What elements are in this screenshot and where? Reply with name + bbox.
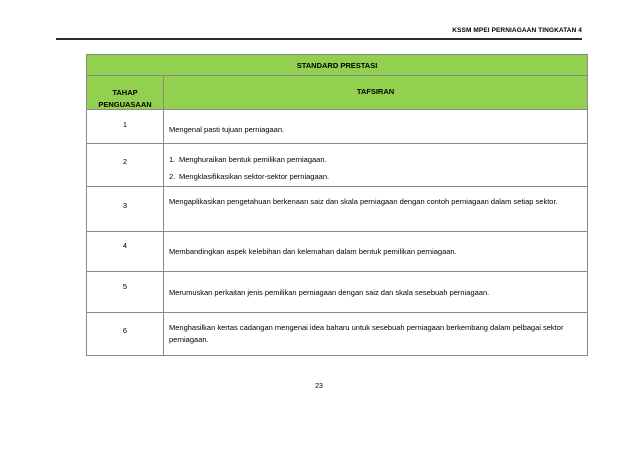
list-item: 1. Menghuraikan bentuk pemilikan perniagaan.	[169, 155, 327, 164]
desc-cell: Mengenal pasti tujuan perniagaan.	[169, 125, 285, 134]
table-header-row	[87, 76, 587, 110]
table-row	[87, 313, 587, 355]
col-header-level-line2: PENGUASAAN	[98, 100, 152, 109]
table-row	[87, 272, 587, 313]
page-number: 23	[315, 383, 323, 390]
level-cell: 6	[87, 313, 164, 355]
table-title: STANDARD PRESTASI	[87, 55, 587, 76]
col-header-desc: TAFSIRAN	[356, 87, 395, 96]
table-row	[87, 232, 587, 272]
level-cell: 2	[87, 144, 164, 186]
level-cell: 4	[87, 232, 164, 271]
standard-prestasi-table	[86, 54, 588, 356]
desc-list	[169, 154, 581, 183]
level-cell: 1	[87, 110, 164, 143]
desc-cell: Membandingkan aspek kelebihan dan kelemahan dalam bentuk pemilikan perniagaan.	[169, 247, 457, 256]
table-row	[87, 187, 587, 232]
col-header-level	[87, 76, 164, 109]
header-rule	[56, 38, 582, 40]
desc-cell: Merumuskan perkaitan jenis pemilikan perniagaan dengan saiz dan skala sesebuah perniagaan.	[169, 288, 490, 297]
list-item: 2. Mengklasifikasikan sektor-sektor perniagaan.	[169, 172, 330, 181]
level-cell: 5	[87, 272, 164, 312]
table-row	[87, 144, 587, 187]
desc-cell: Mengaplikasikan pengetahuan berkenaan saiz dan skala perniagaan dengan contoh perniagaan dalam setiap sektor.	[169, 197, 558, 206]
col-header-level-line1: TAHAP	[112, 88, 138, 97]
desc-cell	[164, 144, 587, 186]
table-row	[87, 110, 587, 144]
level-cell: 3	[87, 187, 164, 231]
desc-cell: Menghasilkan kertas cadangan mengenai idea baharu untuk sesebuah perniagaan berkembang dalam pelbagai sektor perniagaan.	[169, 323, 564, 344]
running-header: KSSM MPEI PERNIAGAAN TINGKATAN 4	[452, 27, 582, 34]
